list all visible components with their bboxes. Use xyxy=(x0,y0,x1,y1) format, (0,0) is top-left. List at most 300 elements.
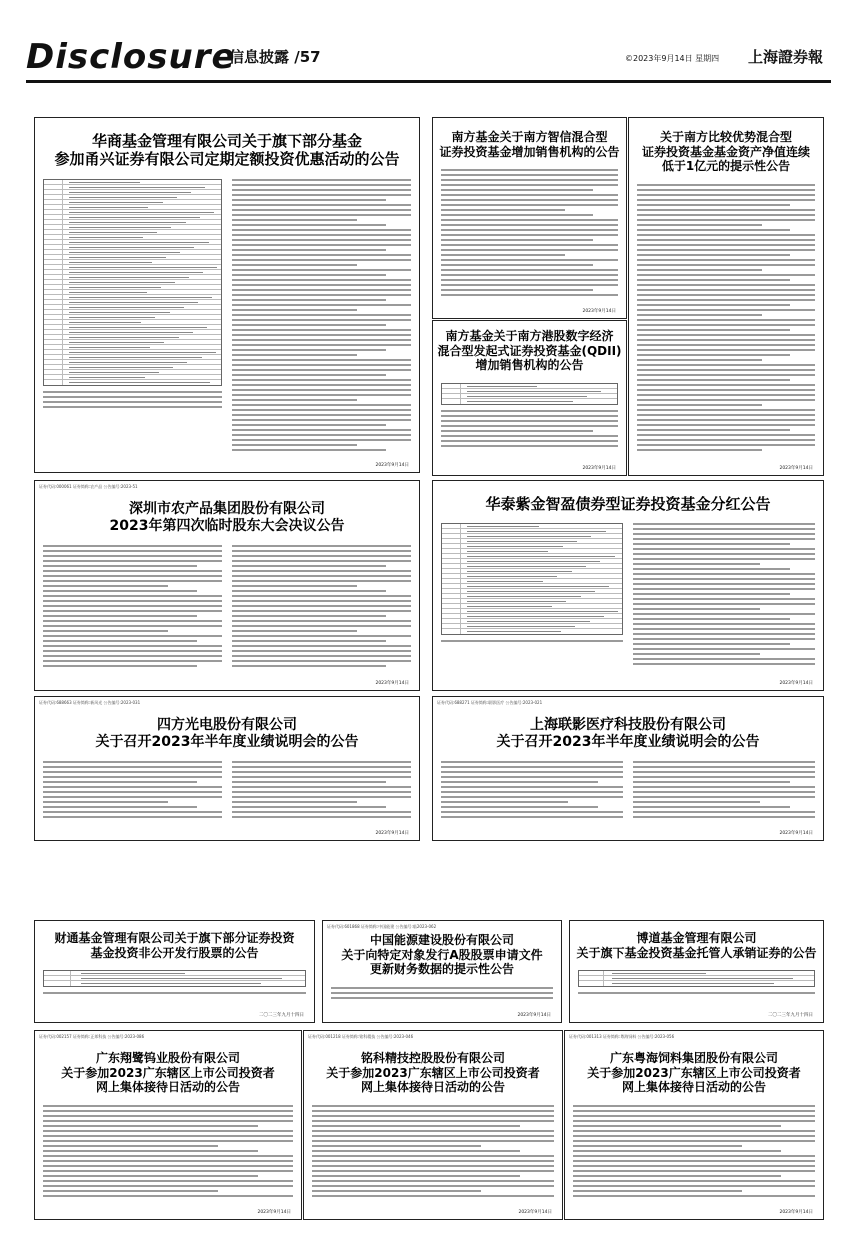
text-line xyxy=(633,623,815,625)
text-line xyxy=(232,761,411,763)
text-line xyxy=(637,394,815,396)
text-line xyxy=(573,1120,815,1122)
text-line xyxy=(637,414,815,416)
text-line xyxy=(43,992,306,994)
text-line xyxy=(43,786,222,788)
text-line xyxy=(43,796,222,798)
text-line xyxy=(232,184,411,186)
text-line xyxy=(633,653,760,655)
text-line xyxy=(232,294,411,296)
announcement-title-line: 博道基金管理有限公司 xyxy=(636,931,757,945)
text-line xyxy=(633,786,815,788)
announcement-title-line: 更新财务数据的提示性公告 xyxy=(369,962,514,977)
text-line xyxy=(43,776,222,778)
text-line xyxy=(633,568,790,570)
text-line xyxy=(441,440,618,442)
text-line xyxy=(637,364,815,366)
text-line xyxy=(633,761,815,763)
text-line xyxy=(633,658,815,660)
text-line xyxy=(573,1140,815,1142)
text-line xyxy=(637,359,762,361)
text-line xyxy=(43,1145,218,1147)
text-line xyxy=(43,660,222,662)
text-line xyxy=(637,329,790,331)
text-line xyxy=(43,655,222,657)
text-line xyxy=(637,374,815,376)
body-table xyxy=(43,179,222,386)
text-line xyxy=(232,314,411,316)
text-line xyxy=(633,558,815,560)
text-line xyxy=(637,204,790,206)
text-line xyxy=(43,766,222,768)
masthead-rule xyxy=(26,80,831,83)
table-row xyxy=(442,399,617,404)
text-line xyxy=(43,1120,293,1122)
announcement-title-line: 关于参加2023广东辖区上市公司投资者 xyxy=(61,1065,275,1080)
announcement-title xyxy=(570,931,823,960)
text-line xyxy=(43,401,222,403)
announcement-body xyxy=(441,761,815,822)
text-line xyxy=(232,635,411,637)
text-line xyxy=(441,420,618,422)
text-line xyxy=(637,209,815,211)
text-line xyxy=(637,269,762,271)
masthead-section: 信息披露 /57 xyxy=(229,48,321,66)
text-line xyxy=(441,224,618,226)
text-line xyxy=(312,1170,554,1172)
text-line xyxy=(441,415,618,417)
text-line xyxy=(232,625,411,627)
announcement-date: 2023年9月14日 xyxy=(375,463,409,468)
announcement-date: 2023年9月14日 xyxy=(375,831,409,836)
text-line xyxy=(312,1105,554,1107)
text-line xyxy=(441,766,623,768)
text-line xyxy=(232,214,411,216)
text-line xyxy=(232,189,411,191)
text-line xyxy=(232,419,411,421)
text-line xyxy=(637,289,815,291)
text-line xyxy=(441,209,565,211)
text-line xyxy=(312,1135,554,1137)
text-line xyxy=(43,1180,293,1182)
text-line xyxy=(312,1190,481,1192)
text-line xyxy=(633,543,790,545)
text-line xyxy=(232,334,411,336)
announcement-date: 2023年9月14日 xyxy=(582,466,616,471)
announcement-body xyxy=(441,523,815,672)
text-line xyxy=(637,409,815,411)
text-line xyxy=(633,608,760,610)
text-line xyxy=(637,249,815,251)
text-line xyxy=(633,796,815,798)
text-line xyxy=(232,640,386,642)
announcement-title-line: 基金投资非公开发行股票的公告 xyxy=(90,945,259,960)
text-line xyxy=(441,174,618,176)
text-line xyxy=(43,1185,293,1187)
text-line xyxy=(232,590,386,592)
text-line xyxy=(441,796,623,798)
announcement-date: 2023年9月14日 xyxy=(518,1210,552,1215)
text-line xyxy=(232,329,411,331)
announcement-code-line: 证券代码:688271 证券简称:联影医疗 公告编号:2023-021 xyxy=(437,700,543,705)
announcement-title-line: 广东粤海饲料集团股份有限公司 xyxy=(609,1051,778,1065)
text-line xyxy=(43,1150,258,1152)
text-line xyxy=(633,578,815,580)
text-line xyxy=(232,269,411,271)
text-line xyxy=(637,429,790,431)
announcement-body xyxy=(43,1105,293,1201)
text-line xyxy=(441,806,598,808)
text-line xyxy=(637,264,815,266)
text-line xyxy=(43,1165,293,1167)
announcement-date: 二〇二三年九月十四日 xyxy=(259,1013,304,1018)
text-line xyxy=(637,219,815,221)
announcement-title xyxy=(433,130,626,159)
text-line xyxy=(637,344,815,346)
text-line xyxy=(441,430,593,432)
text-line xyxy=(637,379,790,381)
text-line xyxy=(441,244,618,246)
announcement-title-line: 华泰紫金智盈债券型证券投资基金分红公告 xyxy=(485,495,771,513)
text-line xyxy=(637,304,790,306)
text-line xyxy=(637,439,815,441)
announcement-box xyxy=(432,480,824,691)
text-line xyxy=(43,1135,293,1137)
text-line xyxy=(43,1195,293,1197)
text-line xyxy=(232,610,411,612)
text-line xyxy=(573,1170,815,1172)
text-line xyxy=(637,434,815,436)
text-line xyxy=(43,406,222,408)
text-line xyxy=(232,660,411,662)
announcement-box xyxy=(564,1030,824,1220)
body-column xyxy=(578,970,815,1004)
announcement-date: 2023年9月14日 xyxy=(582,309,616,314)
body-table xyxy=(43,970,306,987)
text-line xyxy=(232,605,411,607)
text-line xyxy=(633,538,815,540)
text-line xyxy=(441,279,618,281)
announcement-date: 2023年9月14日 xyxy=(517,1013,551,1018)
text-line xyxy=(232,665,386,667)
text-line xyxy=(232,364,411,366)
text-line xyxy=(232,595,411,597)
text-line xyxy=(232,409,411,411)
text-line xyxy=(441,214,593,216)
announcement-title xyxy=(433,717,823,751)
text-line xyxy=(441,239,593,241)
announcement-box xyxy=(432,320,627,476)
text-line xyxy=(441,194,618,196)
announcement-box xyxy=(322,920,562,1023)
announcement-title xyxy=(433,495,823,513)
text-line xyxy=(441,184,618,186)
text-line xyxy=(573,1175,781,1177)
text-line xyxy=(232,384,411,386)
text-line xyxy=(312,1140,554,1142)
text-line xyxy=(312,1120,554,1122)
text-line xyxy=(633,528,815,530)
text-line xyxy=(232,354,357,356)
text-line xyxy=(633,648,815,650)
text-line xyxy=(331,987,553,989)
text-line xyxy=(232,545,411,547)
announcement-date: 2023年9月14日 xyxy=(779,681,813,686)
text-line xyxy=(232,806,386,808)
text-line xyxy=(637,194,815,196)
announcement-title xyxy=(35,717,419,751)
body-column xyxy=(43,179,222,454)
announcement-body xyxy=(331,987,553,1004)
announcement-title-line: 关于旗下基金投资基金托管人承销证券的公告 xyxy=(576,945,817,960)
announcement-title-line: 关于参加2023广东辖区上市公司投资者 xyxy=(587,1065,801,1080)
text-line xyxy=(43,806,197,808)
text-line xyxy=(312,1115,554,1117)
text-line xyxy=(637,424,815,426)
text-line xyxy=(637,239,815,241)
text-line xyxy=(43,771,222,773)
text-line xyxy=(232,811,411,813)
text-line xyxy=(637,259,815,261)
text-line xyxy=(232,229,411,231)
body-column xyxy=(232,761,411,822)
text-line xyxy=(573,1130,815,1132)
announcement-title-line: 关于召开2023年半年度业绩说明会的公告 xyxy=(95,734,359,751)
text-line xyxy=(43,570,222,572)
announcement-title xyxy=(433,329,626,373)
text-line xyxy=(633,633,815,635)
body-column xyxy=(441,383,618,457)
text-line xyxy=(441,781,598,783)
text-line xyxy=(232,585,357,587)
text-line xyxy=(573,1160,815,1162)
text-line xyxy=(637,399,815,401)
text-line xyxy=(441,269,618,271)
text-line xyxy=(232,209,411,211)
text-line xyxy=(637,369,815,371)
text-line xyxy=(441,425,618,427)
text-line xyxy=(441,294,618,296)
text-line xyxy=(232,204,411,206)
text-line xyxy=(633,643,790,645)
text-line xyxy=(43,640,197,642)
text-line xyxy=(312,1130,554,1132)
announcement-title xyxy=(565,1051,823,1095)
masthead-brand: 上海證券報 xyxy=(748,48,824,66)
text-line xyxy=(43,595,222,597)
text-line xyxy=(633,583,815,585)
text-line xyxy=(232,555,411,557)
body-column xyxy=(331,987,553,1004)
text-line xyxy=(441,640,623,642)
announcement-date: 二〇二三年九月十四日 xyxy=(768,1013,813,1018)
text-line xyxy=(43,635,222,637)
text-line xyxy=(43,1140,293,1142)
text-line xyxy=(43,791,222,793)
body-column xyxy=(43,545,222,672)
text-line xyxy=(232,399,357,401)
text-line xyxy=(232,444,357,446)
announcement-body xyxy=(578,970,815,1004)
text-line xyxy=(43,615,197,617)
announcement-title-line: 低于1亿元的提示性公告 xyxy=(661,159,791,174)
text-line xyxy=(232,374,386,376)
text-line xyxy=(637,354,790,356)
text-line xyxy=(43,645,222,647)
text-line xyxy=(633,593,790,595)
text-line xyxy=(633,781,790,783)
text-line xyxy=(43,630,168,632)
text-line xyxy=(312,1150,520,1152)
text-line xyxy=(573,1150,781,1152)
announcement-title-line: 网上集体接待日活动的公告 xyxy=(621,1080,766,1095)
text-line xyxy=(232,650,411,652)
announcement-code-line: 证券代码:688663 证券简称:新风光 公告编号:2023-031 xyxy=(39,700,141,705)
announcement-body xyxy=(43,970,306,1004)
text-line xyxy=(312,1155,554,1157)
body-table xyxy=(441,523,623,635)
announcement-title-line: 2023年第四次临时股东大会决议公告 xyxy=(109,518,345,535)
text-line xyxy=(43,1130,293,1132)
announcement-box xyxy=(34,480,420,691)
announcement-body xyxy=(43,761,411,822)
text-line xyxy=(633,776,815,778)
announcement-title xyxy=(35,1051,301,1095)
text-line xyxy=(312,1175,520,1177)
text-line xyxy=(637,184,815,186)
text-line xyxy=(232,369,411,371)
body-column xyxy=(633,761,815,822)
text-line xyxy=(43,555,222,557)
text-line xyxy=(441,771,623,773)
text-line xyxy=(441,410,618,412)
text-line xyxy=(43,590,197,592)
text-line xyxy=(573,1155,815,1157)
text-line xyxy=(441,816,623,818)
text-line xyxy=(232,349,386,351)
text-line xyxy=(43,1115,293,1117)
text-line xyxy=(232,801,357,803)
text-line xyxy=(637,274,815,276)
text-line xyxy=(232,781,386,783)
text-line xyxy=(573,1180,815,1182)
text-line xyxy=(232,560,411,562)
text-line xyxy=(232,304,411,306)
text-line xyxy=(637,199,815,201)
text-line xyxy=(637,214,815,216)
text-line xyxy=(43,396,222,398)
text-line xyxy=(633,806,790,808)
announcement-date: 2023年9月14日 xyxy=(257,1210,291,1215)
announcement-box xyxy=(34,1030,302,1220)
body-column xyxy=(312,1105,554,1201)
text-line xyxy=(633,563,760,565)
text-line xyxy=(633,553,815,555)
announcement-title-line: 网上集体接待日活动的公告 xyxy=(360,1080,505,1095)
text-line xyxy=(43,801,168,803)
text-line xyxy=(633,588,815,590)
announcement-code-line: 证券代码:001313 证券简称:粤海饲料 公告编号:2023-056 xyxy=(569,1034,675,1039)
text-line xyxy=(232,580,411,582)
text-line xyxy=(232,234,411,236)
text-line xyxy=(232,786,411,788)
announcement-title-line: 证券投资基金基金资产净值连续 xyxy=(641,144,810,159)
announcement-code-line: 证券代码:601868 证券简称:中国能建 公告编号:临2023-062 xyxy=(327,924,437,929)
text-line xyxy=(232,259,411,261)
text-line xyxy=(633,766,815,768)
text-line xyxy=(43,1110,293,1112)
masthead-date: ©2023年9月14日 星期四 xyxy=(625,54,720,63)
body-column xyxy=(637,184,815,457)
table-row xyxy=(579,981,814,986)
text-line xyxy=(232,429,411,431)
body-column xyxy=(43,1105,293,1201)
text-line xyxy=(441,761,623,763)
text-line xyxy=(232,449,386,451)
text-line xyxy=(232,771,411,773)
text-line xyxy=(312,1145,481,1147)
text-line xyxy=(43,550,222,552)
text-line xyxy=(232,439,411,441)
announcement-box xyxy=(34,117,420,473)
text-line xyxy=(232,244,411,246)
text-line xyxy=(633,791,815,793)
announcement-title-line: 中国能源建设股份有限公司 xyxy=(369,933,514,947)
text-line xyxy=(43,781,197,783)
text-line xyxy=(312,1185,554,1187)
text-line xyxy=(43,610,222,612)
text-line xyxy=(441,284,618,286)
announcement-title-line: 华商基金管理有限公司关于旗下部分基金 xyxy=(91,132,362,150)
text-line xyxy=(232,274,386,276)
text-line xyxy=(633,811,815,813)
text-line xyxy=(43,625,222,627)
text-line xyxy=(232,324,386,326)
announcement-title-line: 参加甬兴证券有限公司定期定额投资优惠活动的公告 xyxy=(54,150,400,169)
body-column xyxy=(441,169,618,300)
text-line xyxy=(232,565,386,567)
announcement-title xyxy=(35,132,419,169)
announcement-body xyxy=(43,179,411,454)
text-line xyxy=(441,169,618,171)
text-line xyxy=(637,314,762,316)
text-line xyxy=(43,600,222,602)
text-line xyxy=(43,620,222,622)
text-line xyxy=(232,620,411,622)
text-line xyxy=(232,289,411,291)
text-line xyxy=(441,264,593,266)
announcement-title-line: 广东翔鹭钨业股份有限公司 xyxy=(95,1051,240,1065)
text-line xyxy=(232,194,411,196)
text-line xyxy=(441,254,565,256)
announcement-box xyxy=(432,117,627,319)
announcement-box xyxy=(34,920,315,1023)
text-line xyxy=(331,997,553,999)
announcement-body xyxy=(43,545,411,672)
text-line xyxy=(232,575,411,577)
text-line xyxy=(232,284,411,286)
announcement-title-line: 南方基金关于南方智信混合型 xyxy=(451,130,608,144)
text-line xyxy=(43,605,222,607)
announcement-body xyxy=(637,184,815,457)
text-line xyxy=(232,339,411,341)
text-line xyxy=(232,309,357,311)
body-column xyxy=(232,179,411,454)
text-line xyxy=(441,776,623,778)
text-line xyxy=(441,435,618,437)
text-line xyxy=(232,199,386,201)
text-line xyxy=(637,444,815,446)
